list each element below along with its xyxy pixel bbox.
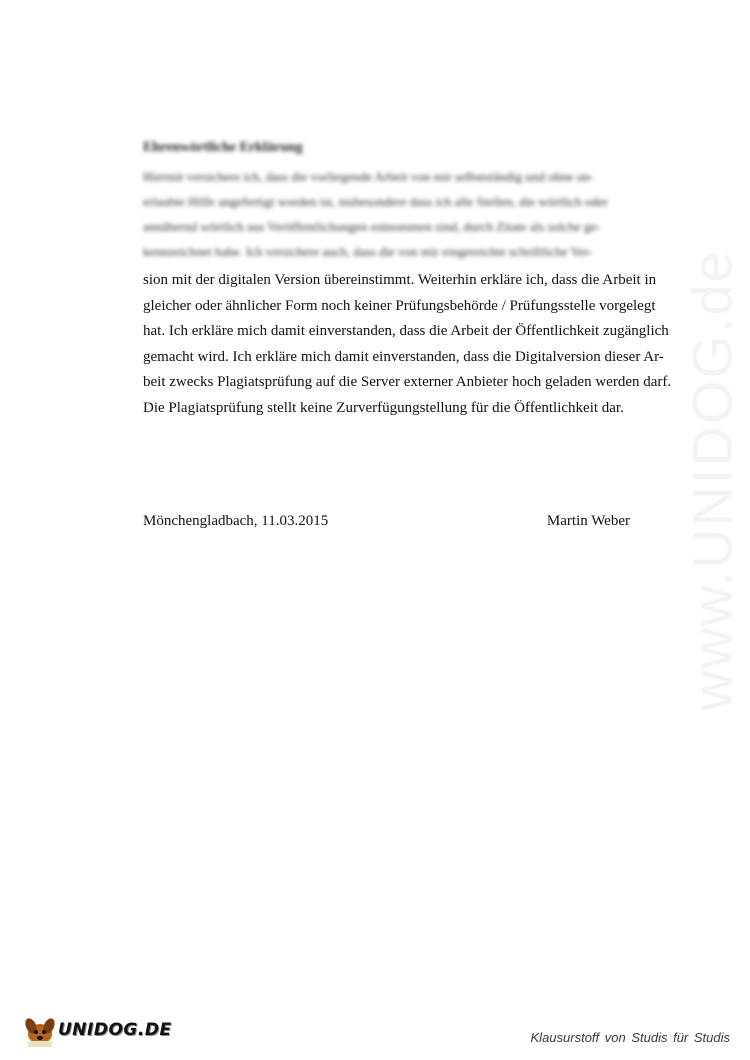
blurred-heading: Ehrenwörtliche Erklärung <box>143 140 303 155</box>
declaration-paragraph <box>143 268 688 422</box>
blurred-line: kennzeichnet habe. Ich versichere auch, dass die von mir eingereichte schriftliche Ver- <box>143 244 593 259</box>
footer-tagline: Klausurstoff von Studis für Studis <box>530 1030 730 1045</box>
paragraph-line: gemacht wird. Ich erkläre mich damit einverstanden, dass die Digitalversion dieser Ar- <box>143 348 664 365</box>
blurred-line: Hiermit versichere ich, dass die vorliegende Arbeit von mir selbstständig und ohne un- <box>143 169 594 184</box>
dog-icon <box>20 1012 60 1048</box>
logo-text: UNIDOG.DE <box>58 1020 172 1040</box>
place-date: Mönchengladbach, 11.03.2015 <box>143 513 329 529</box>
blurred-line: erlaubte Hilfe angefertigt worden ist, insbesondere dass ich alle Stellen, die wörtlich oder <box>143 194 608 209</box>
blurred-preview <box>143 138 683 264</box>
paragraph-line: beit zwecks Plagiatsprüfung auf die Server externer Anbieter hoch geladen werden darf. <box>143 374 672 391</box>
signer-name: Martin Weber <box>546 513 630 529</box>
paragraph-line: sion mit der digitalen Version übereinstimmt. Weiterhin erkläre ich, dass die Arbeit in <box>143 272 657 288</box>
watermark-text: www.UNIDOG.de <box>680 249 744 711</box>
paragraph-line: gleicher oder ähnlicher Form noch keiner Prüfungsbehörde / Prüfungsstelle vorgelegt <box>143 297 656 314</box>
paragraph-line: hat. Ich erkläre mich damit einverstanden, dass die Arbeit der Öffentlichkeit zugänglich <box>143 323 669 340</box>
paragraph-line: Die Plagiatsprüfung stellt keine Zurverfügungstellung für die Öffentlichkeit dar. <box>143 399 624 416</box>
blurred-line: annähernd wörtlich aus Veröffentlichungen entnommen sind, durch Zitate als solche ge- <box>143 219 601 234</box>
site-logo[interactable] <box>20 1012 172 1048</box>
